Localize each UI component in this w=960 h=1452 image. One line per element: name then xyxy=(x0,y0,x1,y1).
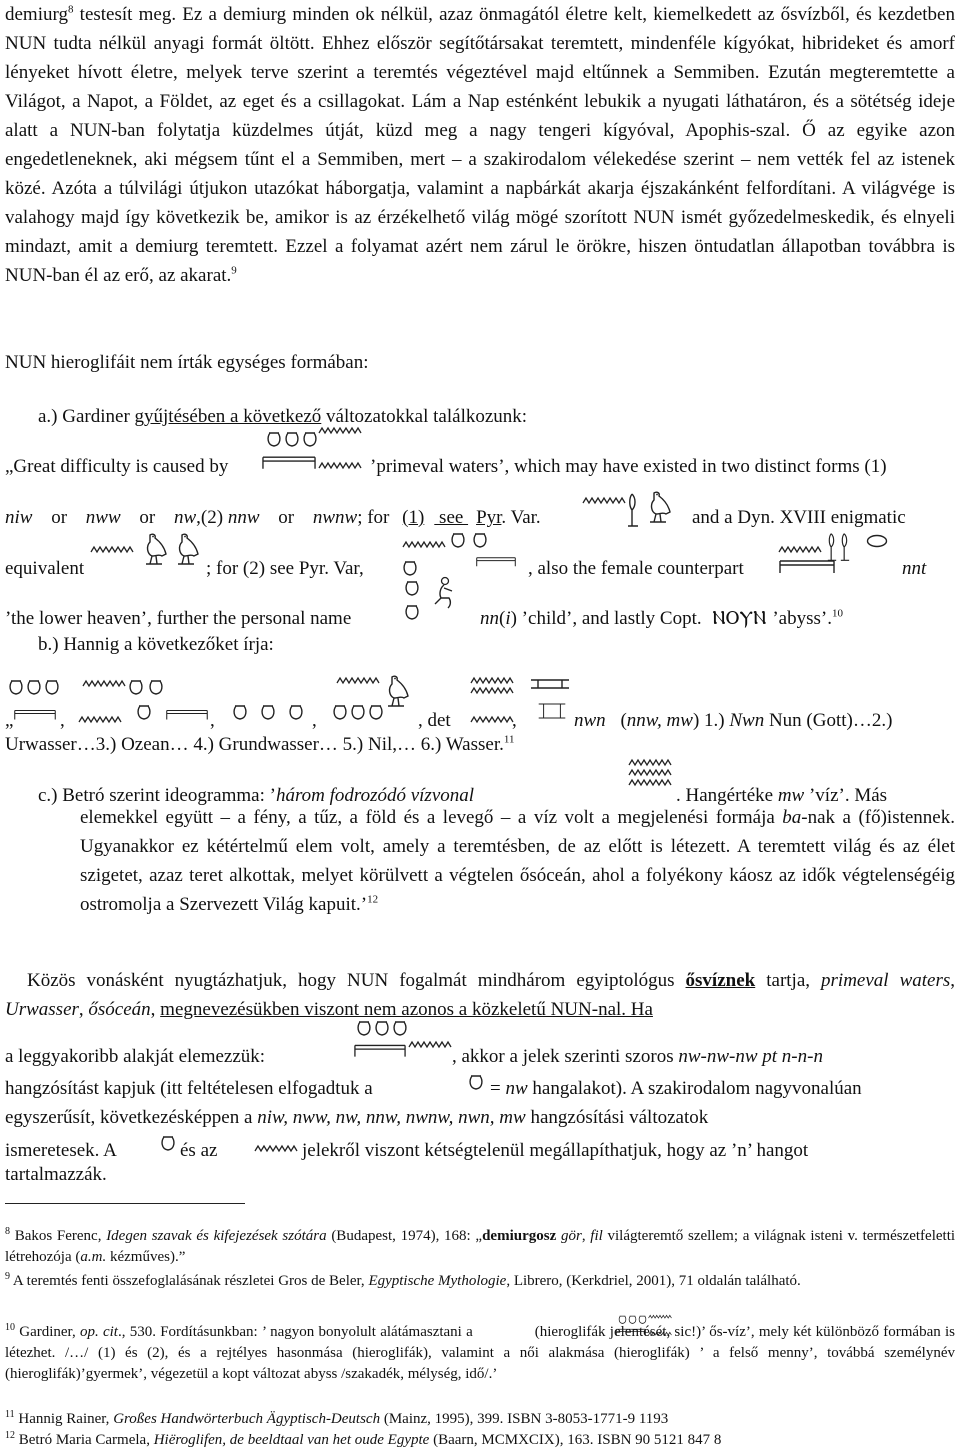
sky-glyph xyxy=(476,556,516,568)
water-ripple-glyph xyxy=(648,1313,672,1321)
text-run: elemekkel együtt – a fény, a tűz, a föld és a levegő – a víz volt a megjelenési formája xyxy=(80,807,783,828)
footnote-ref-12[interactable]: 12 xyxy=(367,893,379,906)
pot-glyph-group xyxy=(356,1020,410,1036)
text-run: demiurgosz xyxy=(482,1228,557,1244)
text-run: Nwn xyxy=(729,710,765,731)
gardiner-equivalent: equivalent xyxy=(5,558,85,579)
text-run: ) 1.) xyxy=(692,710,730,731)
footnote-8 xyxy=(5,1226,955,1268)
gardiner-quote-cont: ’primeval waters’, which may have existed in two distinct forms (1) xyxy=(370,456,887,477)
text-run-underlined: see xyxy=(434,507,469,528)
text-run: ., 530. Fordításunkban: ’ nagyon bonyolult alátámasztani a xyxy=(117,1324,473,1340)
water-ripple-glyph xyxy=(408,1040,452,1050)
footnote-11 xyxy=(5,1409,955,1430)
text-run: A teremtés fenti összefoglalásának részletei Gros de Beler, xyxy=(10,1273,369,1289)
text-run: nn xyxy=(480,608,499,629)
pot-glyph xyxy=(468,1074,484,1090)
text-run-underlined: gyűjtésében a következő xyxy=(134,406,322,427)
text-run: hangzósítási változatok xyxy=(525,1107,709,1128)
coptic-word: ⲚⲞⲨⲚ xyxy=(712,608,767,629)
pot-glyph-group xyxy=(128,679,168,695)
summary-line-5-start: ismeretesek. A xyxy=(5,1140,117,1161)
reed-glyph xyxy=(826,532,862,562)
summary-line-6: tartalmazzák. xyxy=(5,1164,107,1185)
bird-glyph xyxy=(140,532,170,566)
text-run: , xyxy=(581,1228,591,1244)
summary-line-4 xyxy=(5,1106,708,1130)
text-run: Bakos Ferenc, xyxy=(10,1228,107,1244)
footnote-number: 11 xyxy=(5,1409,15,1420)
text-run: i xyxy=(505,608,511,629)
water-ripple-glyph xyxy=(254,1144,298,1154)
gardiner-child-copt xyxy=(480,607,843,631)
gardiner-forms-line xyxy=(5,506,541,530)
summary-line-3-start: hangzósítást kapjuk (itt feltételesen elfogadtuk a xyxy=(5,1078,373,1099)
text-run: (Mainz, 1995), 399. ISBN 3-8053-1771-9 1193 xyxy=(380,1411,669,1427)
text-run-underlined: megnevezésükben viszont nem azonos a közkeletű NUN-nal. Ha xyxy=(160,999,653,1020)
gardiner-female: , also the female counterpart xyxy=(528,558,744,579)
text-run: ősóceán xyxy=(88,999,151,1020)
hannig-forms xyxy=(574,709,892,733)
text-run: nwn xyxy=(574,710,606,731)
paragraph-creation-myth xyxy=(5,0,955,290)
summary-line-5-end: jelekről viszont kétségtelenül megállapíthatjuk, hogy az ’n’ hangot xyxy=(302,1140,809,1161)
text-run: változatokkal találkozunk: xyxy=(321,406,528,427)
gardiner-dyn-text: and a Dyn. XVIII enigmatic xyxy=(692,507,906,528)
text-run: Idegen szavak és kifejezések szótára xyxy=(106,1228,327,1244)
text-run: i xyxy=(266,1107,272,1128)
text-run: ; for xyxy=(357,507,395,528)
text-run: ( xyxy=(620,710,627,731)
sky-glyph xyxy=(354,1044,406,1058)
box-glyph xyxy=(530,679,570,689)
text-run: demiurg xyxy=(5,4,68,25)
comma: , xyxy=(512,710,517,731)
text-run: = xyxy=(490,1078,506,1099)
text-run: a.) Gardiner xyxy=(38,406,135,427)
pot-glyph-group xyxy=(8,679,62,695)
text-run: (hieroglifák jelentését, sic!)’ ős-víz’, mely két különböző formában is létezhet. /…/ (1) és (2), és a rejtélyes hasonmása (hieroglifák), valamint a női alakmása (hieroglifák) ’ a felső menny’, továbbá személynév (hieroglifák)’gyermek’, végezetül a kopt változat abyss /szakadék, mélység, idő/.’ xyxy=(5,1324,955,1382)
pot-glyph xyxy=(404,604,420,620)
text-run-underlined: Pyr xyxy=(476,507,502,528)
text-run: (Baarn, MCMXCIX), 163. ISBN 90 5121 847 8 xyxy=(429,1432,722,1448)
water-ripple-glyph xyxy=(318,426,362,436)
text-run: (Budapest, 1974), 168: „ xyxy=(326,1228,483,1244)
text-run: w xyxy=(19,507,33,528)
water-ripple-glyph-stack xyxy=(628,758,672,788)
pot-glyph-group xyxy=(232,704,308,720)
oval-glyph xyxy=(866,534,888,548)
footnote-ref-9[interactable]: 9 xyxy=(231,264,237,277)
sky-glyph xyxy=(166,708,208,722)
water-ripple-glyph xyxy=(90,545,134,555)
text-run: or xyxy=(134,507,160,528)
text-run: gör xyxy=(560,1228,582,1244)
text-run: op. cit xyxy=(79,1324,118,1340)
hannig-meanings xyxy=(5,733,514,757)
footnote-ref-8[interactable]: 8 xyxy=(67,3,74,16)
hannig-det: , det xyxy=(418,710,451,731)
text-run: ’abyss’. xyxy=(772,608,832,629)
text-run: . Hangértéke xyxy=(676,785,778,806)
seated-figure-glyph xyxy=(430,576,458,610)
pot-glyph xyxy=(160,1135,176,1151)
sky-glyph xyxy=(14,708,56,722)
text-run: nnw, mw xyxy=(626,710,693,731)
footnote-12 xyxy=(5,1430,955,1451)
text-run: három fodrozódó vízvonal xyxy=(275,785,475,806)
summary-line-2-start: a leggyakoribb alakját elemezzük: xyxy=(5,1046,266,1067)
text-run: Großes Handwörterbuch Ägyptisch-Deutsch xyxy=(113,1411,381,1427)
comma: , xyxy=(60,710,65,731)
text-run: Nun (Gott)…2.) xyxy=(764,710,893,731)
section-c-body xyxy=(80,803,955,919)
footnote-ref-11[interactable]: 11 xyxy=(503,733,515,746)
water-ripple-glyph-stack xyxy=(470,676,514,706)
text-run: ’víz’. Más xyxy=(804,785,888,806)
text-run: tartja, xyxy=(755,970,822,991)
text-run: n xyxy=(5,507,15,528)
comma: , xyxy=(312,710,317,731)
text-run: Urwasser…3.) Ozean… 4.) Grundwasser… 5.) Nil,… 6.) Wasser. xyxy=(5,734,504,755)
water-ripple-glyph xyxy=(82,679,126,689)
footnote-number: 12 xyxy=(5,1430,15,1441)
water-ripple-glyph xyxy=(470,715,514,725)
pot-glyph-group xyxy=(266,431,320,447)
text-run: c.) Betró szerint ideogramma: ’ xyxy=(38,785,276,806)
footnote-number: 8 xyxy=(5,1226,10,1237)
summary-line-2-end xyxy=(452,1045,823,1069)
footnote-number: 10 xyxy=(5,1322,15,1333)
text-run: , xyxy=(950,970,956,991)
summary-line-3-end xyxy=(490,1077,862,1101)
text-run: nwnw xyxy=(312,507,358,528)
gardiner-pyr-var: ; for (2) see Pyr. Var, xyxy=(206,558,364,579)
pot-glyph-group xyxy=(332,704,386,720)
text-run: fil xyxy=(590,1228,603,1244)
pot-glyph xyxy=(136,704,152,720)
box-glyph xyxy=(538,700,566,722)
paragraph-hieroglyph-intro: NUN hieroglifáit nem írták egységes formában: xyxy=(5,352,369,373)
bird-glyph xyxy=(382,674,412,708)
text-run: kézműves).” xyxy=(106,1249,186,1265)
text-run: Urwasser xyxy=(5,999,79,1020)
text-run: nw-nw-nw pt n-n-n xyxy=(678,1046,823,1067)
water-ripple-glyph xyxy=(336,676,380,686)
text-run: Hannig Rainer, xyxy=(14,1411,114,1427)
text-run-underlined: (1) xyxy=(402,507,425,528)
text-run: or xyxy=(46,507,72,528)
pot-glyph xyxy=(402,560,418,576)
hannig-open-quote: „ xyxy=(5,710,14,731)
text-run: ) ’child’, and lastly Copt. xyxy=(510,608,702,629)
text-run: hangalakot). A szakirodalom nagyvonalúan xyxy=(527,1078,862,1099)
text-run: nw xyxy=(173,507,197,528)
text-run: Betró Maria Carmela, xyxy=(15,1432,154,1448)
pot-glyph-group xyxy=(450,532,490,548)
text-run-emphasis: ősvíznek xyxy=(685,970,756,991)
text-run: egyszerűsít, következésképpen a xyxy=(5,1107,258,1128)
gardiner-quote-start: „Great difficulty is caused by xyxy=(5,456,229,477)
water-ripple-glyph xyxy=(318,461,362,471)
footnote-10 xyxy=(5,1322,955,1385)
text-run: Gardiner, xyxy=(15,1324,80,1340)
summary-line-5-mid: és az xyxy=(180,1140,218,1161)
bird-glyph xyxy=(172,532,202,566)
sky-glyph xyxy=(778,560,836,574)
text-run: Egyptische Mythologie xyxy=(368,1273,507,1289)
water-ripple-glyph xyxy=(582,496,626,506)
text-run: , akkor a jelek szerinti szoros xyxy=(452,1046,679,1067)
water-ripple-glyph xyxy=(78,715,122,725)
text-run: ( xyxy=(499,608,506,629)
text-run: or xyxy=(273,507,299,528)
section-b-heading: b.) Hannig a következőket írja: xyxy=(38,634,274,655)
text-run: . Var. xyxy=(501,507,541,528)
text-run: w, nww, nw, nnw, nwnw, nwn, mw xyxy=(271,1107,526,1128)
text-run: nnw xyxy=(227,507,260,528)
text-run: primeval waters xyxy=(821,970,951,991)
water-ripple-glyph xyxy=(778,545,822,555)
sky-glyph xyxy=(262,456,316,470)
text-run: , Librero, (Kerkdriel, 2001), 71 oldalán található. xyxy=(506,1273,801,1289)
pot-glyph xyxy=(404,580,420,596)
footnote-9 xyxy=(5,1271,955,1292)
water-ripple-glyph xyxy=(402,540,446,550)
gardiner-nnt: nnt xyxy=(902,558,927,579)
text-run: nw xyxy=(505,1078,528,1099)
footnote-number: 9 xyxy=(5,1271,10,1282)
paragraph-summary-first-line xyxy=(5,966,955,1024)
text-run: -nak a (fő)istennek. Ugyanakkor ez kétértelmű elem volt, amely a teremtésben, de az előtt is létezett. A teremtett világ és az élet szigetet, azaz teret alkottak, melyet körülvett a végtelen ősóceán, ahol a folyékony káosz az idők végtelenségéig ostromolja a Szervezett Világ kapuit.’ xyxy=(80,807,955,915)
text-run: i xyxy=(14,507,20,528)
text-run: , xyxy=(150,999,161,1020)
text-run: testesít meg. Ez a demiurg minden ok nélkül, azaz önmagától életre kelt, kiemelkedett az ősvízből, és kezdetben NUN tudta nélkül anyagi formát öltött. Ehhez először segítőtársakat teremtett, mindenféle kígyókat, hibrideket és amorf lényeket hívott életre, melyek terve szerint a teremtés végeztével majd eltűnnek a Semmiben. Ezután megteremtette a Világot, a Napot, a Földet, az eget és a csillagokat. Lám a Nap esténként lebukik a nyugati láthatáron, és a sötétség ideje alatt a NUN-ban folytatja küzdelmes útját, küzd meg a nagy tengeri kígyóval, Apophis-szal. Ő az egyike azon engedetleneknek, aki mégsem tűnt el a Semmiben, mert – a szakirodalom vélekedése szerint – nem vették fel az istenek közé. Azóta a túlvilági útjukon utazókat háborgatja, valamint a napbárkát akarja éjszakánként felfordítani. A világvége is valahogy majd így következik be, amikor is az érzékelhető világ mögé szorított NUN ismét győzedelmeskedik, és elnyeli mindazt, amit a demiurg teremtett. Ezzel a folyamat azért nem zárul le örökre, hiszen öntudatlan állapotban továbbra is NUN-ban él az erő, az akarat. xyxy=(5,4,955,286)
text-run: a.m. xyxy=(80,1249,107,1265)
footnote-separator xyxy=(5,1203,245,1204)
text-run: Hiëroglifen, de beeldtaal van het oude Egypte xyxy=(153,1432,430,1448)
text-run: Közös vonásként nyugtázhatjuk, hogy NUN fogalmát mindhárom egyiptológus xyxy=(27,970,686,991)
text-run: ba xyxy=(782,807,802,828)
reed-glyph xyxy=(626,492,640,528)
section-a-heading xyxy=(38,405,527,429)
text-run: , xyxy=(78,999,89,1020)
text-run: nww xyxy=(85,507,121,528)
gardiner-lower-heaven: ’the lower heaven’, further the personal name xyxy=(5,608,352,629)
text-run: világteremtő szellem; a világnak isteni v. természetfeletti létrehozója ( xyxy=(5,1228,956,1265)
text-run: n xyxy=(257,1107,267,1128)
text-run: mw xyxy=(777,785,805,806)
bird-glyph xyxy=(644,490,674,524)
comma: , xyxy=(210,710,215,731)
footnote-ref-10[interactable]: 10 xyxy=(831,607,843,620)
text-run: ,(2) xyxy=(196,507,228,528)
